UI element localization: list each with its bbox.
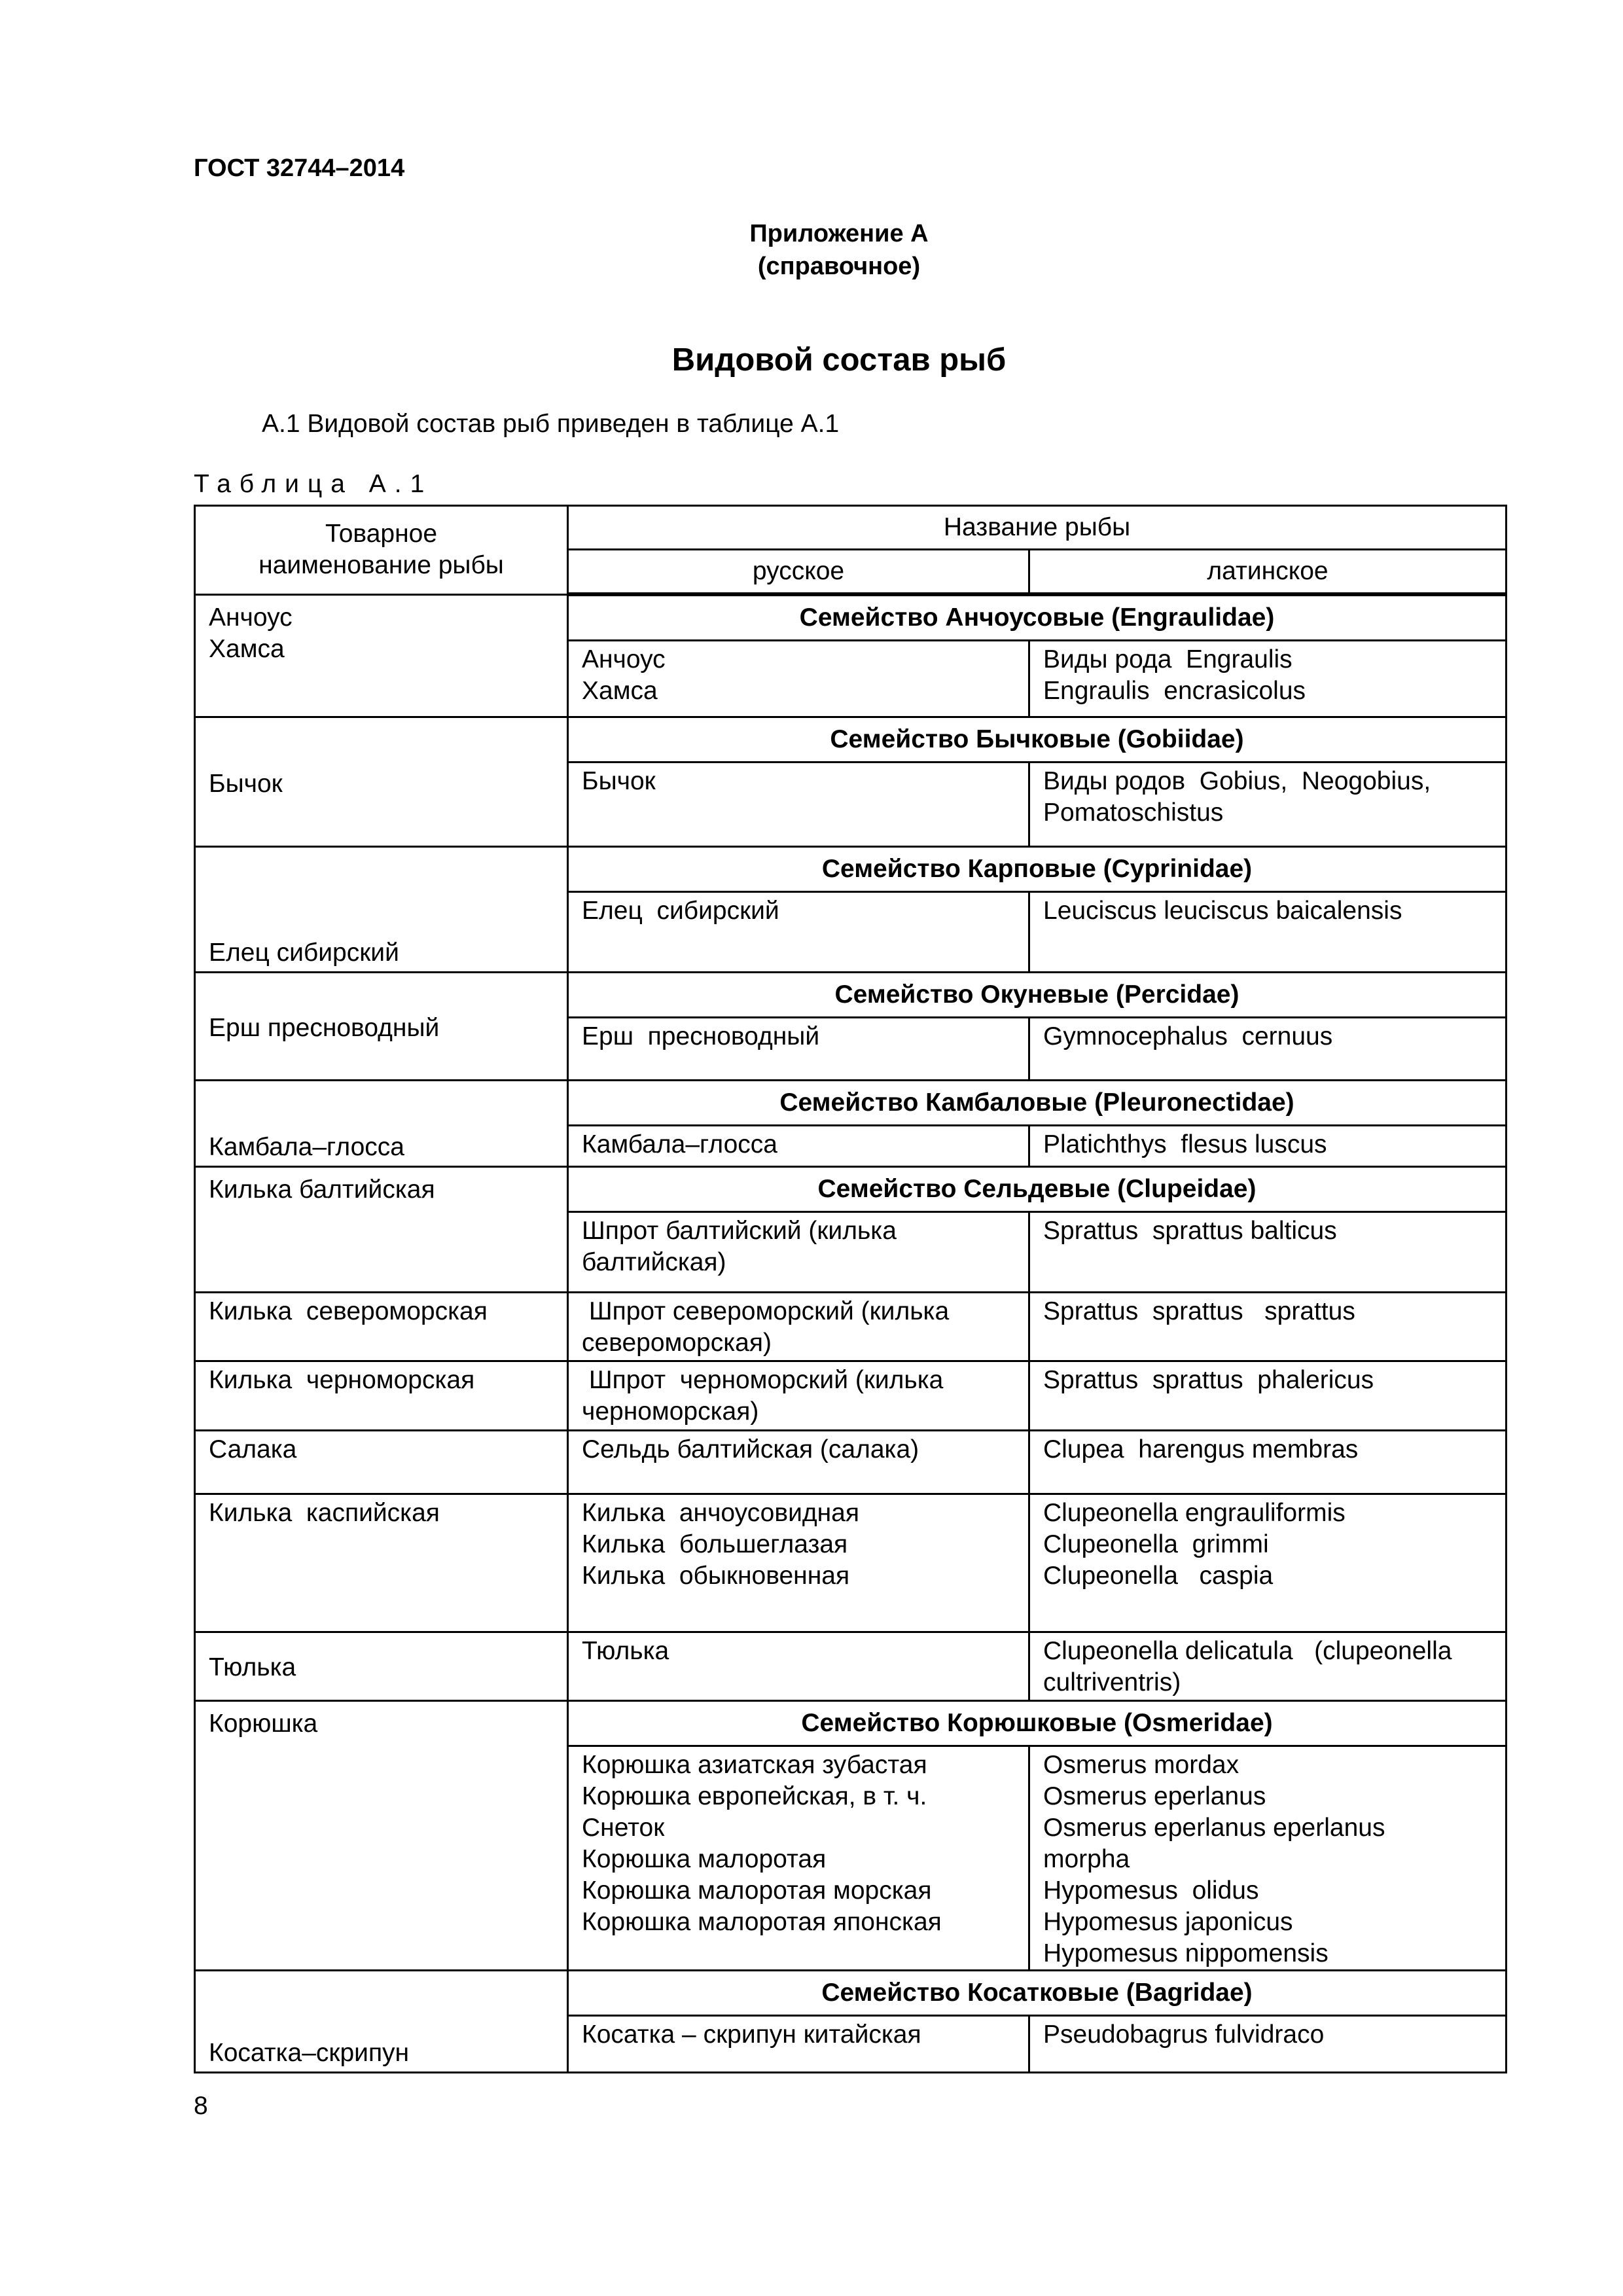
trade-name: Елец сибирский (209, 939, 399, 967)
document-code: ГОСТ 32744–2014 (194, 154, 405, 182)
latin-name-line: Clupeonella caspia (1043, 1562, 1274, 1590)
page-number: 8 (194, 2092, 208, 2120)
latin-name-line: Platichthys flesus luscus (1043, 1130, 1327, 1158)
appendix-title: Приложение А (749, 220, 929, 247)
latin-name-line: Engraulis encrasicolus (1043, 677, 1306, 705)
table-header-row (195, 506, 1507, 550)
latin-name-cell (1029, 1293, 1507, 1361)
trade-name-cell (195, 1632, 568, 1701)
family-row (195, 1971, 1507, 2016)
latin-name-cell (1029, 892, 1507, 973)
family-name: Семейство Камбаловые (Pleuronectidae) (568, 1081, 1507, 1126)
trade-name-cell (195, 1167, 568, 1293)
latin-name-cell (1029, 1212, 1507, 1293)
russian-name-line: Шпрот североморский (килька (582, 1297, 950, 1325)
russian-name-line: Килька большеглазая (582, 1530, 848, 1558)
latin-name-line: Виды рода Engraulis (1043, 645, 1293, 673)
family-row (195, 1167, 1507, 1212)
trade-name: Килька североморская (209, 1297, 488, 1325)
latin-name-line: Hypomesus japonicus (1043, 1908, 1293, 1936)
trade-name-cell (195, 847, 568, 973)
family-row (195, 594, 1507, 641)
latin-name-cell (1029, 1431, 1507, 1494)
russian-name-line: Косатка – скрипун китайская (582, 2020, 921, 2049)
family-row (195, 973, 1507, 1018)
latin-name-cell (1029, 641, 1507, 717)
russian-name-line: Шпрот черноморский (килька (582, 1366, 944, 1394)
header-russian: русское (568, 550, 1029, 595)
russian-name-line: Хамса (582, 677, 658, 705)
russian-name-line: черноморская) (582, 1397, 759, 1426)
latin-name-cell (1029, 1361, 1507, 1431)
latin-name-cell (1029, 2016, 1507, 2073)
trade-name-cell (195, 594, 568, 717)
latin-name-line: morpha (1043, 1845, 1130, 1873)
appendix-subtitle: (справочное) (757, 253, 921, 280)
header-trade-name: Товарное наименование рыбы (195, 506, 568, 595)
trade-name: Килька балтийская (209, 1175, 435, 1204)
latin-name-line: Hypomesus nippomensis (1043, 1939, 1329, 1967)
species-row (195, 1632, 1507, 1701)
latin-name-line: Sprattus sprattus phalericus (1043, 1366, 1374, 1394)
russian-name-line: Тюлька (582, 1637, 669, 1665)
family-row (195, 717, 1507, 762)
trade-name-cell (195, 717, 568, 847)
appendix-header (0, 217, 1623, 283)
latin-name-line: Osmerus eperlanus (1043, 1782, 1266, 1810)
latin-name-line: Sprattus sprattus balticus (1043, 1217, 1337, 1245)
russian-name-line: Ерш пресноводный (582, 1022, 820, 1050)
russian-name-line: Сельдь балтийская (салака) (582, 1435, 919, 1463)
russian-name-line: Шпрот балтийский (килька (582, 1217, 897, 1245)
russian-name-line: Бычок (582, 767, 656, 795)
latin-name-line: Leuciscus leuciscus baicalensis (1043, 897, 1402, 925)
russian-name-line: североморская) (582, 1329, 772, 1357)
russian-name-line: Камбала–глосса (582, 1130, 777, 1158)
family-row (195, 847, 1507, 892)
family-name: Семейство Сельдевые (Clupeidae) (568, 1167, 1507, 1212)
trade-name: Камбала–глосса (209, 1133, 404, 1161)
trade-name: Бычок (209, 769, 283, 798)
trade-name: Корюшка (209, 1710, 318, 1738)
russian-name-line: Корюшка малоротая японская (582, 1908, 942, 1936)
russian-name-cell (568, 1018, 1029, 1081)
latin-name-cell (1029, 1746, 1507, 1971)
russian-name-cell (568, 2016, 1029, 2073)
latin-name-line: Clupeonella engrauliformis (1043, 1499, 1346, 1527)
family-name: Семейство Косатковые (Bagridae) (568, 1971, 1507, 2016)
russian-name-line: Корюшка малоротая (582, 1845, 827, 1873)
trade-name-cell (195, 1361, 568, 1431)
russian-name-line: Снеток (582, 1814, 665, 1842)
trade-name-cell (195, 1701, 568, 1971)
latin-name-line: cultriventris) (1043, 1668, 1181, 1696)
latin-name-line: Gymnocephalus cernuus (1043, 1022, 1333, 1050)
russian-name-cell (568, 641, 1029, 717)
latin-name-cell (1029, 1494, 1507, 1632)
family-name: Семейство Бычковые (Gobiidae) (568, 717, 1507, 762)
header-fish-name: Название рыбы (568, 506, 1507, 550)
table-caption: Таблица А.1 (194, 470, 433, 498)
family-row (195, 1701, 1507, 1746)
family-name: Семейство Карповые (Cyprinidae) (568, 847, 1507, 892)
latin-name-cell (1029, 762, 1507, 847)
trade-name: Анчоус (209, 603, 293, 632)
latin-name-cell (1029, 1018, 1507, 1081)
header-latin: латинское (1029, 550, 1507, 595)
russian-name-line: балтийская) (582, 1248, 726, 1276)
trade-name-cell (195, 1081, 568, 1167)
trade-name-cell (195, 1494, 568, 1632)
trade-name: Килька каспийская (209, 1499, 440, 1527)
trade-name: Косатка–скрипун (209, 2039, 410, 2067)
russian-name-line: Корюшка малоротая морская (582, 1876, 932, 1905)
species-row (195, 1494, 1507, 1632)
species-row (195, 1293, 1507, 1361)
russian-name-cell (568, 1632, 1029, 1701)
family-name: Семейство Окуневые (Percidae) (568, 973, 1507, 1018)
latin-name-line: Sprattus sprattus sprattus (1043, 1297, 1355, 1325)
species-row (195, 1431, 1507, 1494)
russian-name-cell (568, 1431, 1029, 1494)
latin-name-line: Pseudobagrus fulvidraco (1043, 2020, 1325, 2049)
latin-name-line: Clupeonella delicatula (clupeonella (1043, 1637, 1452, 1665)
russian-name-cell (568, 1494, 1029, 1632)
latin-name-line: Pomatoschistus (1043, 798, 1224, 827)
trade-name: Ерш пресноводный (209, 1014, 440, 1042)
russian-name-line: Елец сибирский (582, 897, 779, 925)
trade-name: Тюлька (209, 1653, 296, 1681)
species-row (195, 1361, 1507, 1431)
russian-name-cell (568, 1746, 1029, 1971)
section-heading: Видовой состав рыб (671, 342, 1007, 378)
russian-name-line: Корюшка азиатская зубастая (582, 1751, 927, 1779)
trade-name: Хамса (209, 634, 285, 663)
fish-species-table (194, 505, 1507, 2073)
russian-name-line: Анчоус (582, 645, 666, 673)
russian-name-cell (568, 762, 1029, 847)
russian-name-cell (568, 1126, 1029, 1167)
russian-name-line: Корюшка европейская, в т. ч. (582, 1782, 927, 1810)
latin-name-line: Osmerus eperlanus eperlanus (1043, 1814, 1385, 1842)
trade-name-cell (195, 1293, 568, 1361)
family-row (195, 1081, 1507, 1126)
russian-name-line: Килька обыкновенная (582, 1562, 850, 1590)
intro-paragraph: А.1 Видовой состав рыб приведен в таблице А.1 (262, 410, 840, 438)
latin-name-line: Clupeonella grimmi (1043, 1530, 1269, 1558)
latin-name-line: Clupea harengus membras (1043, 1435, 1359, 1463)
trade-name: Килька черноморская (209, 1366, 475, 1394)
trade-name-cell (195, 1431, 568, 1494)
latin-name-line: Hypomesus olidus (1043, 1876, 1259, 1905)
russian-name-cell (568, 892, 1029, 973)
family-name: Семейство Корюшковые (Osmeridae) (568, 1701, 1507, 1746)
russian-name-line: Килька анчоусовидная (582, 1499, 859, 1527)
latin-name-line: Osmerus mordax (1043, 1751, 1240, 1779)
latin-name-line: Виды родов Gobius, Neogobius, (1043, 767, 1431, 795)
russian-name-cell (568, 1361, 1029, 1431)
trade-name-cell (195, 973, 568, 1081)
russian-name-cell (568, 1293, 1029, 1361)
trade-name-cell (195, 1971, 568, 2073)
russian-name-cell (568, 1212, 1029, 1293)
family-name: Семейство Анчоусовые (Engraulidae) (568, 594, 1507, 641)
latin-name-cell (1029, 1126, 1507, 1167)
latin-name-cell (1029, 1632, 1507, 1701)
trade-name: Салака (209, 1435, 297, 1463)
